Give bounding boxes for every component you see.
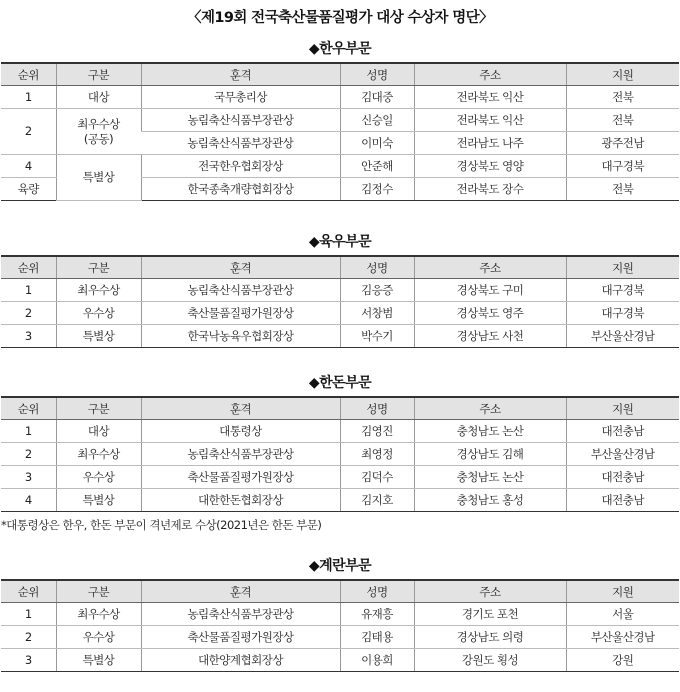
cell-name: 박수기	[340, 325, 414, 348]
document-title: 〈제19회 전국축산물품질평가 대상 수상자 명단〉	[187, 10, 493, 26]
cell-category: 최우수상	[56, 279, 141, 302]
cell-category: 특별상	[56, 325, 141, 348]
header-branch: 지원	[566, 63, 679, 86]
cell-branch: 전북	[566, 86, 679, 109]
table-header-row	[1, 580, 679, 603]
cell-rank: 2	[1, 626, 56, 649]
cell-category: 특별상	[56, 649, 141, 672]
header-award: 훈격	[141, 63, 340, 86]
footnote: *대통령상은 한우, 한돈 부문이 격년제로 수상(2021년은 한돈 부문)	[1, 518, 322, 532]
cell-branch: 대구경북	[566, 155, 679, 178]
table-row	[1, 466, 679, 489]
cell-name: 김영진	[340, 420, 414, 443]
cell-category: 우수상	[56, 302, 141, 325]
cell-branch: 서울	[566, 603, 679, 626]
cell-name: 서창범	[340, 302, 414, 325]
cell-award: 농림축산식품부장관상	[141, 603, 340, 626]
cell-category: 최우수상	[56, 603, 141, 626]
cell-rank: 2	[1, 109, 56, 155]
cell-address: 경상북도 구미	[414, 279, 566, 302]
table-handon	[1, 396, 679, 512]
cell-rank: 3	[1, 325, 56, 348]
cell-branch: 대전충남	[566, 466, 679, 489]
cell-rank: 2	[1, 443, 56, 466]
cell-rank: 2	[1, 302, 56, 325]
cell-branch: 전북	[566, 178, 679, 201]
cell-name: 이용희	[340, 649, 414, 672]
cell-category: 우수상	[56, 466, 141, 489]
header-category: 구분	[56, 580, 141, 603]
table-row	[1, 325, 679, 348]
cell-category: 최우수상 (공동)	[56, 109, 141, 155]
cell-branch: 대구경북	[566, 279, 679, 302]
cell-name: 안준해	[340, 155, 414, 178]
table-row	[1, 279, 679, 302]
cell-rank: 육량	[1, 178, 56, 201]
cell-name: 김응증	[340, 279, 414, 302]
header-address: 주소	[414, 256, 566, 279]
cell-address: 경상남도 사천	[414, 325, 566, 348]
header-name: 성명	[340, 63, 414, 86]
cell-award: 축산물품질평가원장상	[141, 626, 340, 649]
cell-award: 대한양계협회장상	[141, 649, 340, 672]
cell-award: 한국낙농육우협회장상	[141, 325, 340, 348]
section-title-yugwoo: ◆육우부문	[308, 234, 372, 250]
cell-address: 강원도 횡성	[414, 649, 566, 672]
table-row	[1, 603, 679, 626]
cell-name: 김태용	[340, 626, 414, 649]
header-rank: 순위	[1, 63, 56, 86]
header-name: 성명	[340, 397, 414, 420]
table-row	[1, 420, 679, 443]
table-hanwoo	[1, 62, 679, 201]
cell-name: 김대중	[340, 86, 414, 109]
cell-award: 국무총리상	[141, 86, 340, 109]
cell-branch: 전북	[566, 109, 679, 132]
table-header-row	[1, 256, 679, 279]
header-branch: 지원	[566, 580, 679, 603]
cell-branch: 부산울산경남	[566, 443, 679, 466]
cell-name: 신승일	[340, 109, 414, 132]
header-name: 성명	[340, 580, 414, 603]
cell-address: 경상남도 의령	[414, 626, 566, 649]
cell-name: 김덕수	[340, 466, 414, 489]
table-row	[1, 443, 679, 466]
header-rank: 순위	[1, 397, 56, 420]
cell-address: 충청남도 논산	[414, 466, 566, 489]
header-address: 주소	[414, 63, 566, 86]
cell-address: 전라북도 장수	[414, 178, 566, 201]
header-rank: 순위	[1, 580, 56, 603]
cell-address: 충청남도 논산	[414, 420, 566, 443]
header-award: 훈격	[141, 397, 340, 420]
header-category: 구분	[56, 63, 141, 86]
table-egg	[1, 579, 679, 672]
header-branch: 지원	[566, 397, 679, 420]
table-row	[1, 302, 679, 325]
cell-address: 경기도 포천	[414, 603, 566, 626]
header-branch: 지원	[566, 256, 679, 279]
cell-name: 김지호	[340, 489, 414, 512]
header-address: 주소	[414, 397, 566, 420]
cell-rank: 1	[1, 86, 56, 109]
cell-rank: 3	[1, 466, 56, 489]
header-address: 주소	[414, 580, 566, 603]
cell-address: 경상남도 김해	[414, 443, 566, 466]
cell-category: 대상	[56, 420, 141, 443]
cell-branch: 강원	[566, 649, 679, 672]
cell-branch: 부산울산경남	[566, 325, 679, 348]
cell-address: 전라북도 익산	[414, 109, 566, 132]
cell-address: 전라남도 나주	[414, 132, 566, 155]
cell-name: 최영정	[340, 443, 414, 466]
cell-award: 농림축산식품부장관상	[141, 443, 340, 466]
cell-address: 경상북도 영주	[414, 302, 566, 325]
cell-branch: 광주전남	[566, 132, 679, 155]
table-row	[1, 86, 679, 109]
cell-address: 전라북도 익산	[414, 86, 566, 109]
cell-branch: 대전충남	[566, 420, 679, 443]
section-title-handon: ◆한돈부문	[308, 375, 372, 391]
cell-branch: 부산울산경남	[566, 626, 679, 649]
section-title-hanwoo: ◆한우부문	[308, 41, 372, 57]
cell-rank: 1	[1, 279, 56, 302]
section-title-egg: ◆계란부문	[308, 558, 372, 574]
header-category: 구분	[56, 256, 141, 279]
cell-award: 농림축산식품부장관상	[141, 279, 340, 302]
header-award: 훈격	[141, 580, 340, 603]
cell-name: 이미숙	[340, 132, 414, 155]
cell-address: 충청남도 홍성	[414, 489, 566, 512]
cell-name: 김정수	[340, 178, 414, 201]
cell-rank: 1	[1, 420, 56, 443]
cell-name: 유재흥	[340, 603, 414, 626]
table-header-row	[1, 397, 679, 420]
cell-award: 대한한돈협회장상	[141, 489, 340, 512]
cell-branch: 대전충남	[566, 489, 679, 512]
cell-award: 대통령상	[141, 420, 340, 443]
cell-category: 최우수상	[56, 443, 141, 466]
table-row	[1, 109, 679, 132]
table-row	[1, 626, 679, 649]
cell-award: 농림축산식품부장관상	[141, 132, 340, 155]
cell-award: 전국한우협회장상	[141, 155, 340, 178]
table-header-row	[1, 63, 679, 86]
table-row	[1, 155, 679, 178]
table-row	[1, 649, 679, 672]
header-award: 훈격	[141, 256, 340, 279]
cell-award: 한국종축개량협회장상	[141, 178, 340, 201]
cell-category: 특별상	[56, 155, 141, 201]
table-yugwoo	[1, 255, 679, 348]
cell-award: 농림축산식품부장관상	[141, 109, 340, 132]
cell-award: 축산물품질평가원장상	[141, 302, 340, 325]
cell-rank: 4	[1, 155, 56, 178]
cell-branch: 대구경북	[566, 302, 679, 325]
cell-award: 축산물품질평가원장상	[141, 466, 340, 489]
header-category: 구분	[56, 397, 141, 420]
cell-category: 우수상	[56, 626, 141, 649]
cell-category: 특별상	[56, 489, 141, 512]
cell-rank: 1	[1, 603, 56, 626]
cell-rank: 4	[1, 489, 56, 512]
cell-category: 대상	[56, 86, 141, 109]
header-name: 성명	[340, 256, 414, 279]
header-rank: 순위	[1, 256, 56, 279]
table-row	[1, 489, 679, 512]
cell-rank: 3	[1, 649, 56, 672]
cell-address: 경상북도 영양	[414, 155, 566, 178]
